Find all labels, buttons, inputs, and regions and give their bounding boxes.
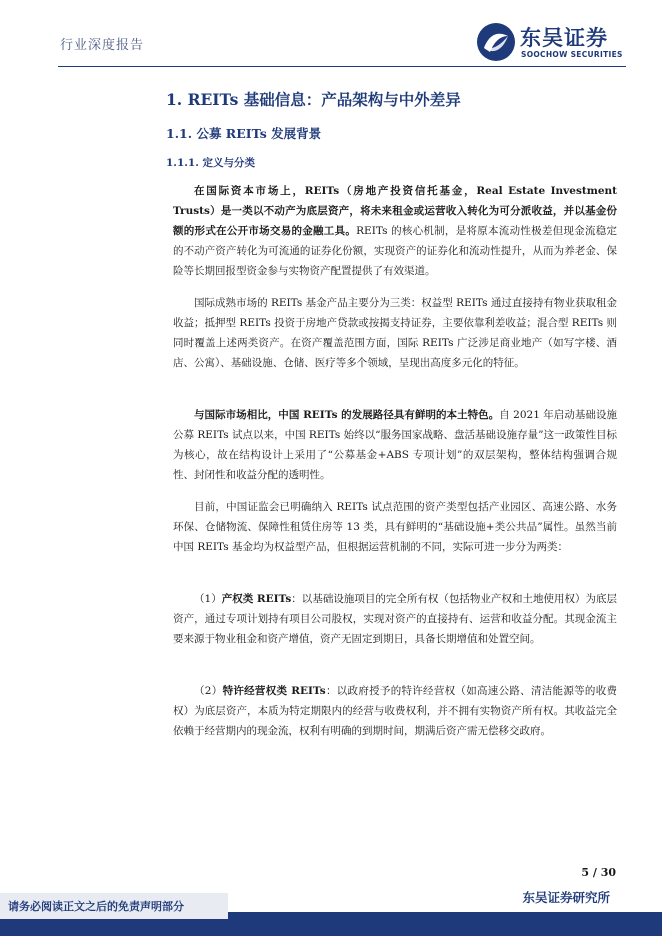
paragraph-text: ：以基础设施项目的完全所有权（包括物业产权和土地使用权）为底层资产，通过专项计划持有项目公司股权，实现对资产的直接持有、运营和收益分配。其现金流主要来源于物业租金和资产增值，资产无固定到期日，具备长期增值和处置空间。 — [173, 593, 617, 645]
research-institute-label: 东吴证券研究所 — [522, 890, 610, 905]
paragraph-text: 自 2021 年启动基础设施公募 REITs 试点以来，中国 REITs 始终以“服务国家战略、盘活基础设施存量”这一政策性目标为核心，故在结构设计上采用了“公募基金+ABS 专项计划”的双层架构，整体结构强调合规性、封闭性和收益分配的透明性。 — [173, 409, 617, 481]
paragraph-bold-term: 特许经营权类 REITs — [222, 685, 326, 697]
brand-name: 东吴证券 — [520, 26, 608, 50]
paragraph-property-rights-reits — [173, 589, 617, 649]
brand-logo — [476, 20, 626, 66]
section-heading-1-1-1: 1.1.1. 定义与分类 — [166, 157, 256, 169]
page-number: 5 / 30 — [581, 866, 616, 879]
list-number: （1） — [194, 593, 222, 605]
paragraph-bold-term: 产权类 REITs — [221, 593, 292, 605]
list-number: （2） — [194, 685, 223, 697]
paragraph-china-comparison — [173, 405, 617, 485]
paragraph-text: 目前，中国证监会已明确纳入 REITs 试点范围的资产类型包括产业园区、高速公路、水务环保、仓储物流、保障性租赁住房等 13 类，具有鲜明的“基础设施+类公共品”属性。虽然当前中国 REITs 基金均为权益型产品，但根据运营机制的不同，实际可进一步分为两类： — [173, 501, 617, 553]
paragraph-asset-scope — [173, 497, 617, 557]
paragraph-reits-definition — [173, 181, 617, 281]
soochow-logo-icon — [476, 22, 516, 62]
header-divider — [58, 66, 626, 67]
paragraph-bold-lead: 在国际资本市场上，REITs（房地产投资信托基金，Real Estate Investment Trusts）是一类以不动产为底层资产，将未来租金或运营收入转化为可分派收益，并以基金份额的形式在公开市场交易的金融工具。 — [173, 185, 617, 237]
section-heading-1-1: 1.1. 公募 REITs 发展背景 — [166, 126, 322, 141]
brand-subtitle: SOOCHOW SECURITIES — [521, 50, 623, 59]
paragraph-text: REITs 的核心机制，是将原本流动性极差但现金流稳定的不动产资产转化为可流通的证券化份额，实现资产的证券化和流动性提升，从而为养老金、保险等长期回报型资金参与实物资产配置提供了有效渠道。 — [173, 225, 618, 277]
section-heading-1: 1. REITs 基础信息：产品架构与中外差异 — [166, 90, 461, 109]
paragraph-reits-types — [173, 293, 617, 373]
disclaimer-text: 请务必阅读正文之后的免责声明部分 — [8, 900, 184, 913]
report-type-label: 行业深度报告 — [60, 38, 145, 53]
paragraph-text: 国际成熟市场的 REITs 基金产品主要分为三类：权益型 REITs 通过直接持有物业获取租金收益；抵押型 REITs 投资于房地产贷款或按揭支持证券，主要依靠利差收益；混合型 REITs 则同时覆盖上述两类资产。在资产覆盖范围方面，国际 REITs 广泛涉足商业地产（如写字楼、酒店、公寓）、基础设施、仓储、医疗等多个领域，呈现出高度多元化的特征。 — [173, 297, 617, 369]
paragraph-franchise-reits — [173, 681, 617, 741]
paragraph-text: ：以政府授予的特许经营权（如高速公路、清洁能源等的收费权）为底层资产，本质为特定期限内的经营与收费权利，并不拥有实物资产所有权。其收益完全依赖于经营期内的现金流，权利有明确的到期时间，期满后资产需无偿移交政府。 — [173, 685, 617, 737]
paragraph-bold-lead: 与国际市场相比，中国 REITs 的发展路径具有鲜明的本土特色。 — [194, 409, 500, 421]
